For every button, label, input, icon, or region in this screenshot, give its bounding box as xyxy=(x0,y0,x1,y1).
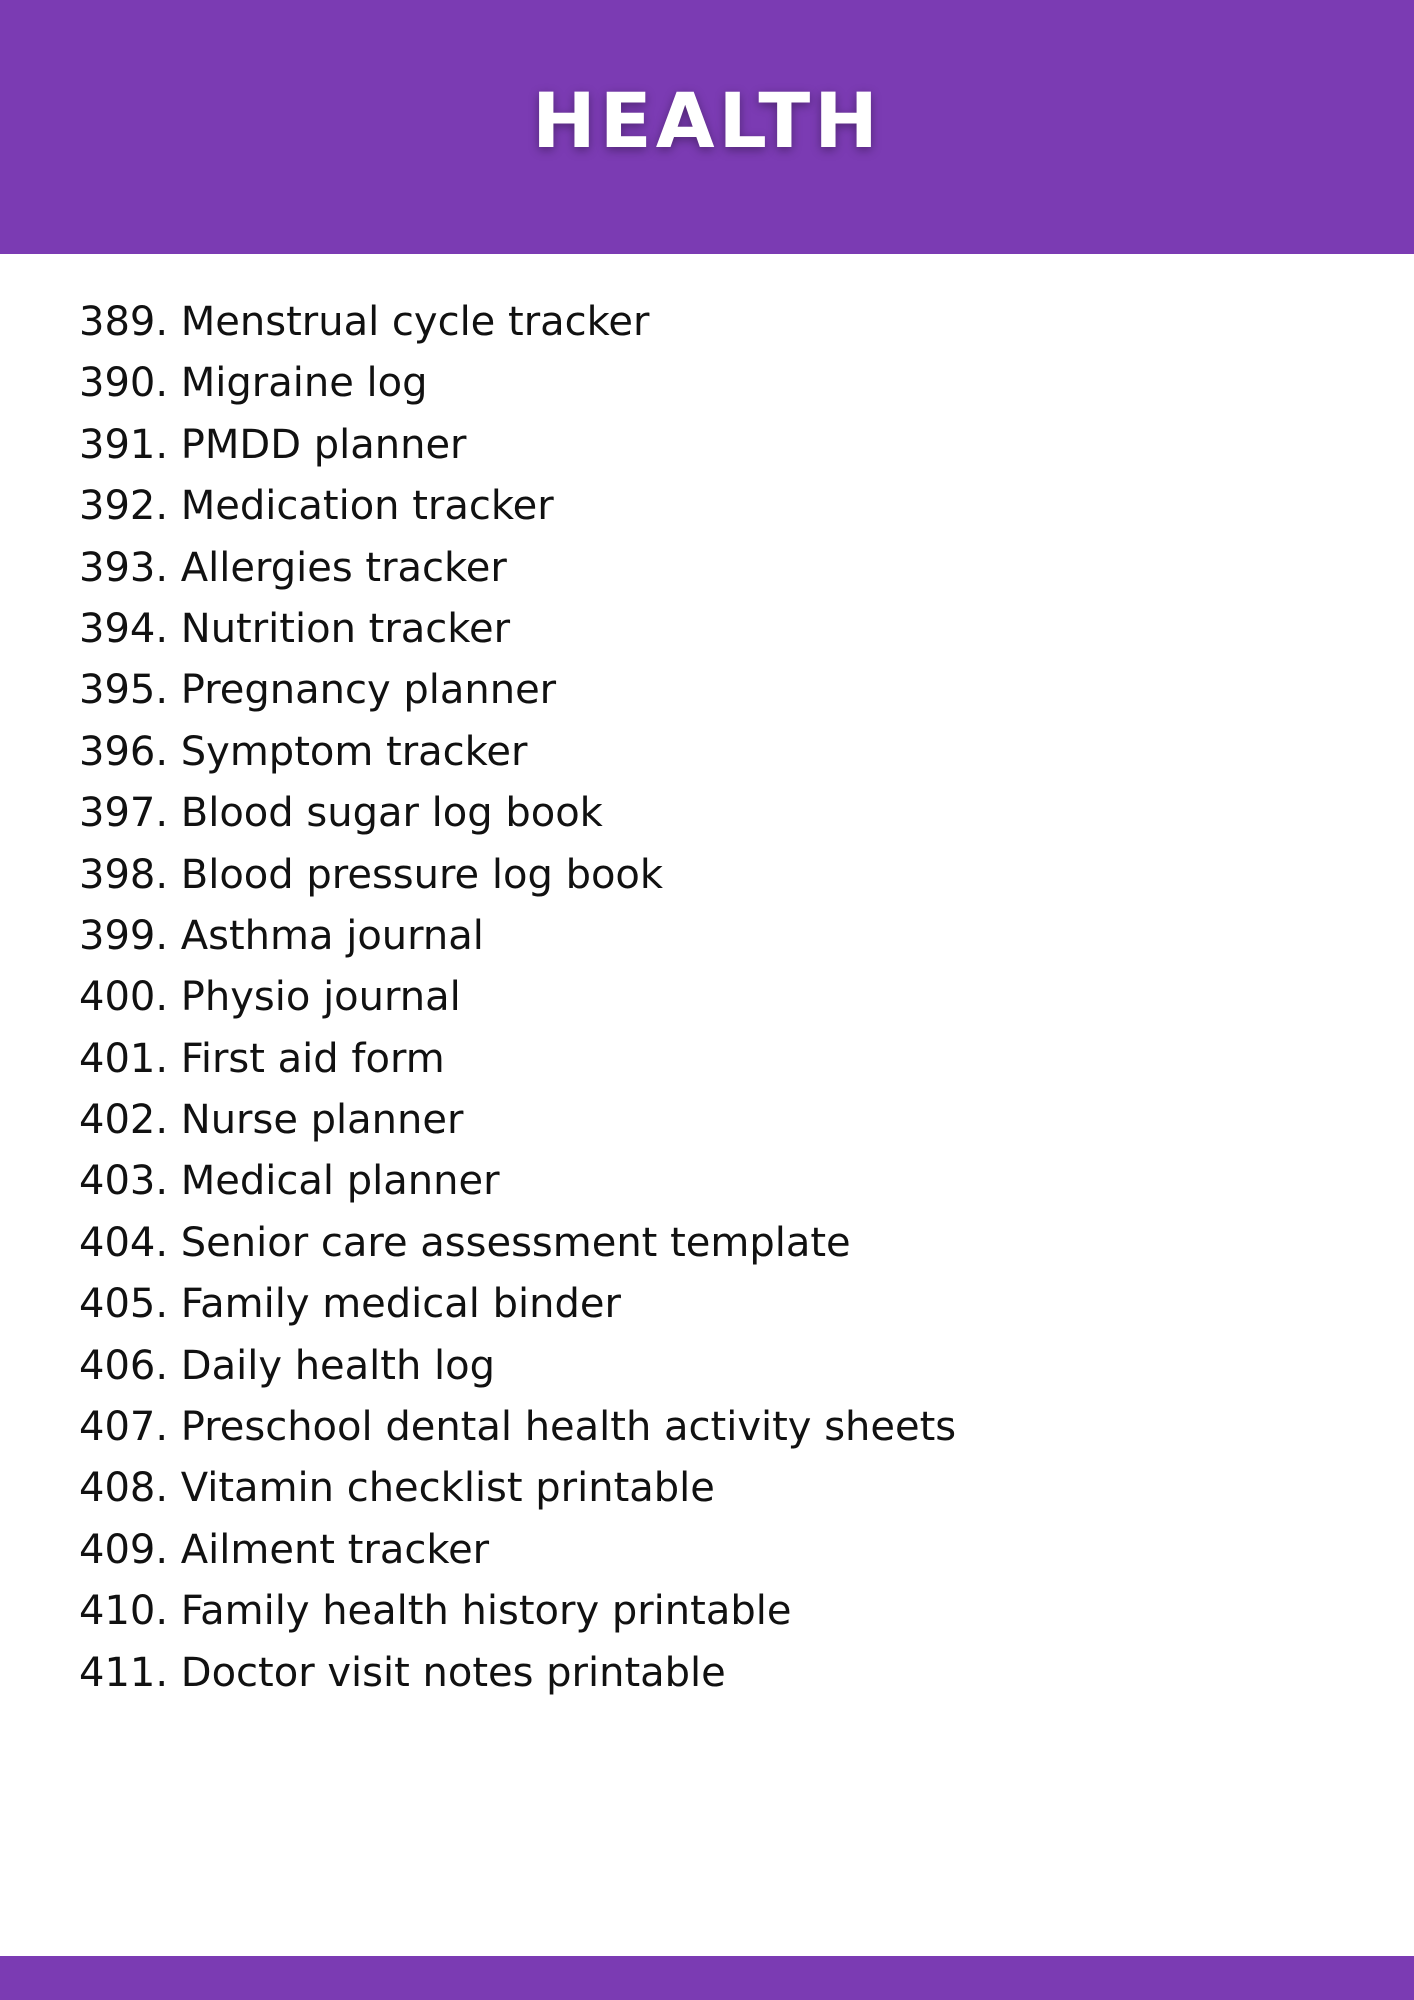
list-item: 407. Preschool dental health activity sheets xyxy=(79,1404,957,1451)
list-item: 404. Senior care assessment template xyxy=(79,1219,851,1266)
header-band xyxy=(0,0,1414,254)
list-item: 391. PMDD planner xyxy=(79,421,467,468)
list-item: 398. Blood pressure log book xyxy=(79,851,664,898)
list-item: 395. Pregnancy planner xyxy=(79,667,557,714)
page-title: HEALTH xyxy=(532,75,882,165)
list-item: 405. Family medical binder xyxy=(79,1281,621,1328)
list-item: 410. Family health history printable xyxy=(79,1588,792,1635)
list-item: 390. Migraine log xyxy=(79,360,428,407)
list-item: 393. Allergies tracker xyxy=(79,544,507,591)
health-item-list xyxy=(79,292,1329,1704)
list-item: 401. First aid form xyxy=(79,1035,445,1082)
list-item: 402. Nurse planner xyxy=(79,1097,464,1144)
list-item: 392. Medication tracker xyxy=(79,483,554,530)
list-item: 394. Nutrition tracker xyxy=(79,605,511,652)
list-item: 399. Asthma journal xyxy=(79,912,484,959)
list-item: 389. Menstrual cycle tracker xyxy=(79,299,650,345)
list-item: 403. Medical planner xyxy=(79,1158,500,1205)
list-item: 408. Vitamin checklist printable xyxy=(79,1465,715,1512)
list-item: 397. Blood sugar log book xyxy=(79,790,603,837)
list-item: 411. Doctor visit notes printable xyxy=(79,1649,726,1696)
list-item: 406. Daily health log xyxy=(79,1342,496,1389)
footer-band xyxy=(0,1956,1414,2000)
list-item: 400. Physio journal xyxy=(79,974,461,1021)
list-item: 409. Ailment tracker xyxy=(79,1526,490,1573)
list-item: 396. Symptom tracker xyxy=(79,728,528,775)
